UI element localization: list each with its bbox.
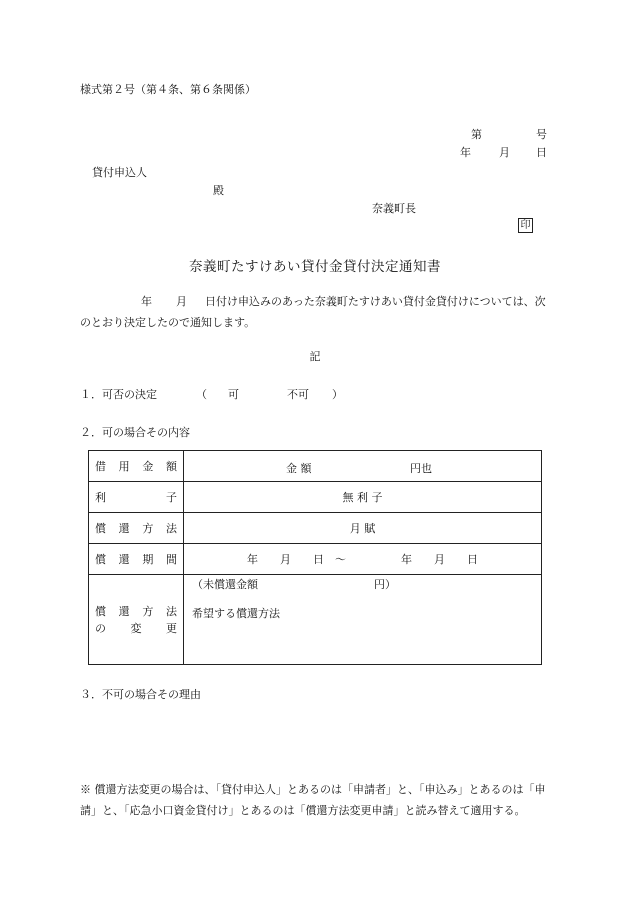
section-2-label: ２．可の場合その内容 <box>80 426 190 439</box>
unpaid-prefix: （未償還金額 <box>192 578 258 591</box>
row-label: 償還方法 <box>89 513 184 544</box>
table-row <box>89 544 542 575</box>
form-id: 様式第２号（第４条、第６条関係） <box>80 83 256 96</box>
table-row <box>89 575 542 665</box>
row-label: 借用金額 <box>89 451 184 482</box>
issuer: 奈義町長 <box>372 202 416 215</box>
section-1-close: ） <box>332 388 343 401</box>
section-1-ok: 可 <box>228 388 239 401</box>
amount-label: 金 額 <box>286 462 312 475</box>
section-1-open: （ <box>196 388 207 401</box>
unpaid-suffix: 円） <box>374 578 396 591</box>
body-text <box>80 291 552 333</box>
date-day: 日 <box>536 146 547 159</box>
table-row <box>89 513 542 544</box>
row-label-line-1: 償還方法 <box>95 604 177 618</box>
desired-method: 希望する償還方法 <box>192 607 280 620</box>
row-value: 年 月 日 ～ 年 月 日 <box>184 544 542 575</box>
row-label <box>89 575 184 665</box>
seal <box>518 218 533 233</box>
loan-table <box>88 450 542 665</box>
row-value: 月 賦 <box>184 513 542 544</box>
section-1-ng: 不可 <box>287 388 309 401</box>
number-prefix: 第 <box>471 128 482 141</box>
amount-unit: 円也 <box>410 462 432 475</box>
ki-heading: 記 <box>309 350 321 363</box>
seal-mark: 印 <box>518 218 533 233</box>
date-month: 月 <box>499 146 510 159</box>
table-row <box>89 451 542 482</box>
footnote: ※ 償還方法変更の場合は、「貸付申込人」とあるのは「申請者」と、「申込み」とあるのは「申請」と、「応急小口資金貸付け」とあるのは「償還方法変更申請」と読み替えて適用する。 <box>80 783 546 817</box>
row-label: 償還期間 <box>89 544 184 575</box>
document-title: 奈義町たすけあい貸付金貸付決定通知書 <box>189 259 441 275</box>
section-1 <box>80 386 343 402</box>
honorific: 殿 <box>213 184 224 197</box>
table-row <box>89 482 542 513</box>
section-1-label: １．可否の決定 <box>80 388 157 401</box>
row-label: 利子 <box>89 482 184 513</box>
section-3-label: ３．不可の場合その理由 <box>80 688 201 701</box>
row-value <box>184 451 542 482</box>
body-month: 月 <box>176 295 187 308</box>
row-value <box>184 575 542 665</box>
body-year: 年 <box>141 295 152 308</box>
applicant-label: 貸付申込人 <box>92 166 147 179</box>
row-value: 無 利 子 <box>184 482 542 513</box>
row-label-line-2: の変更 <box>95 621 177 635</box>
date-year: 年 <box>460 146 471 159</box>
number-suffix: 号 <box>536 128 547 141</box>
body-rest: 日付け申込みのあった奈義町たすけあい貸付金貸付けについては、次のとおり決定したので通知します。 <box>80 295 546 329</box>
